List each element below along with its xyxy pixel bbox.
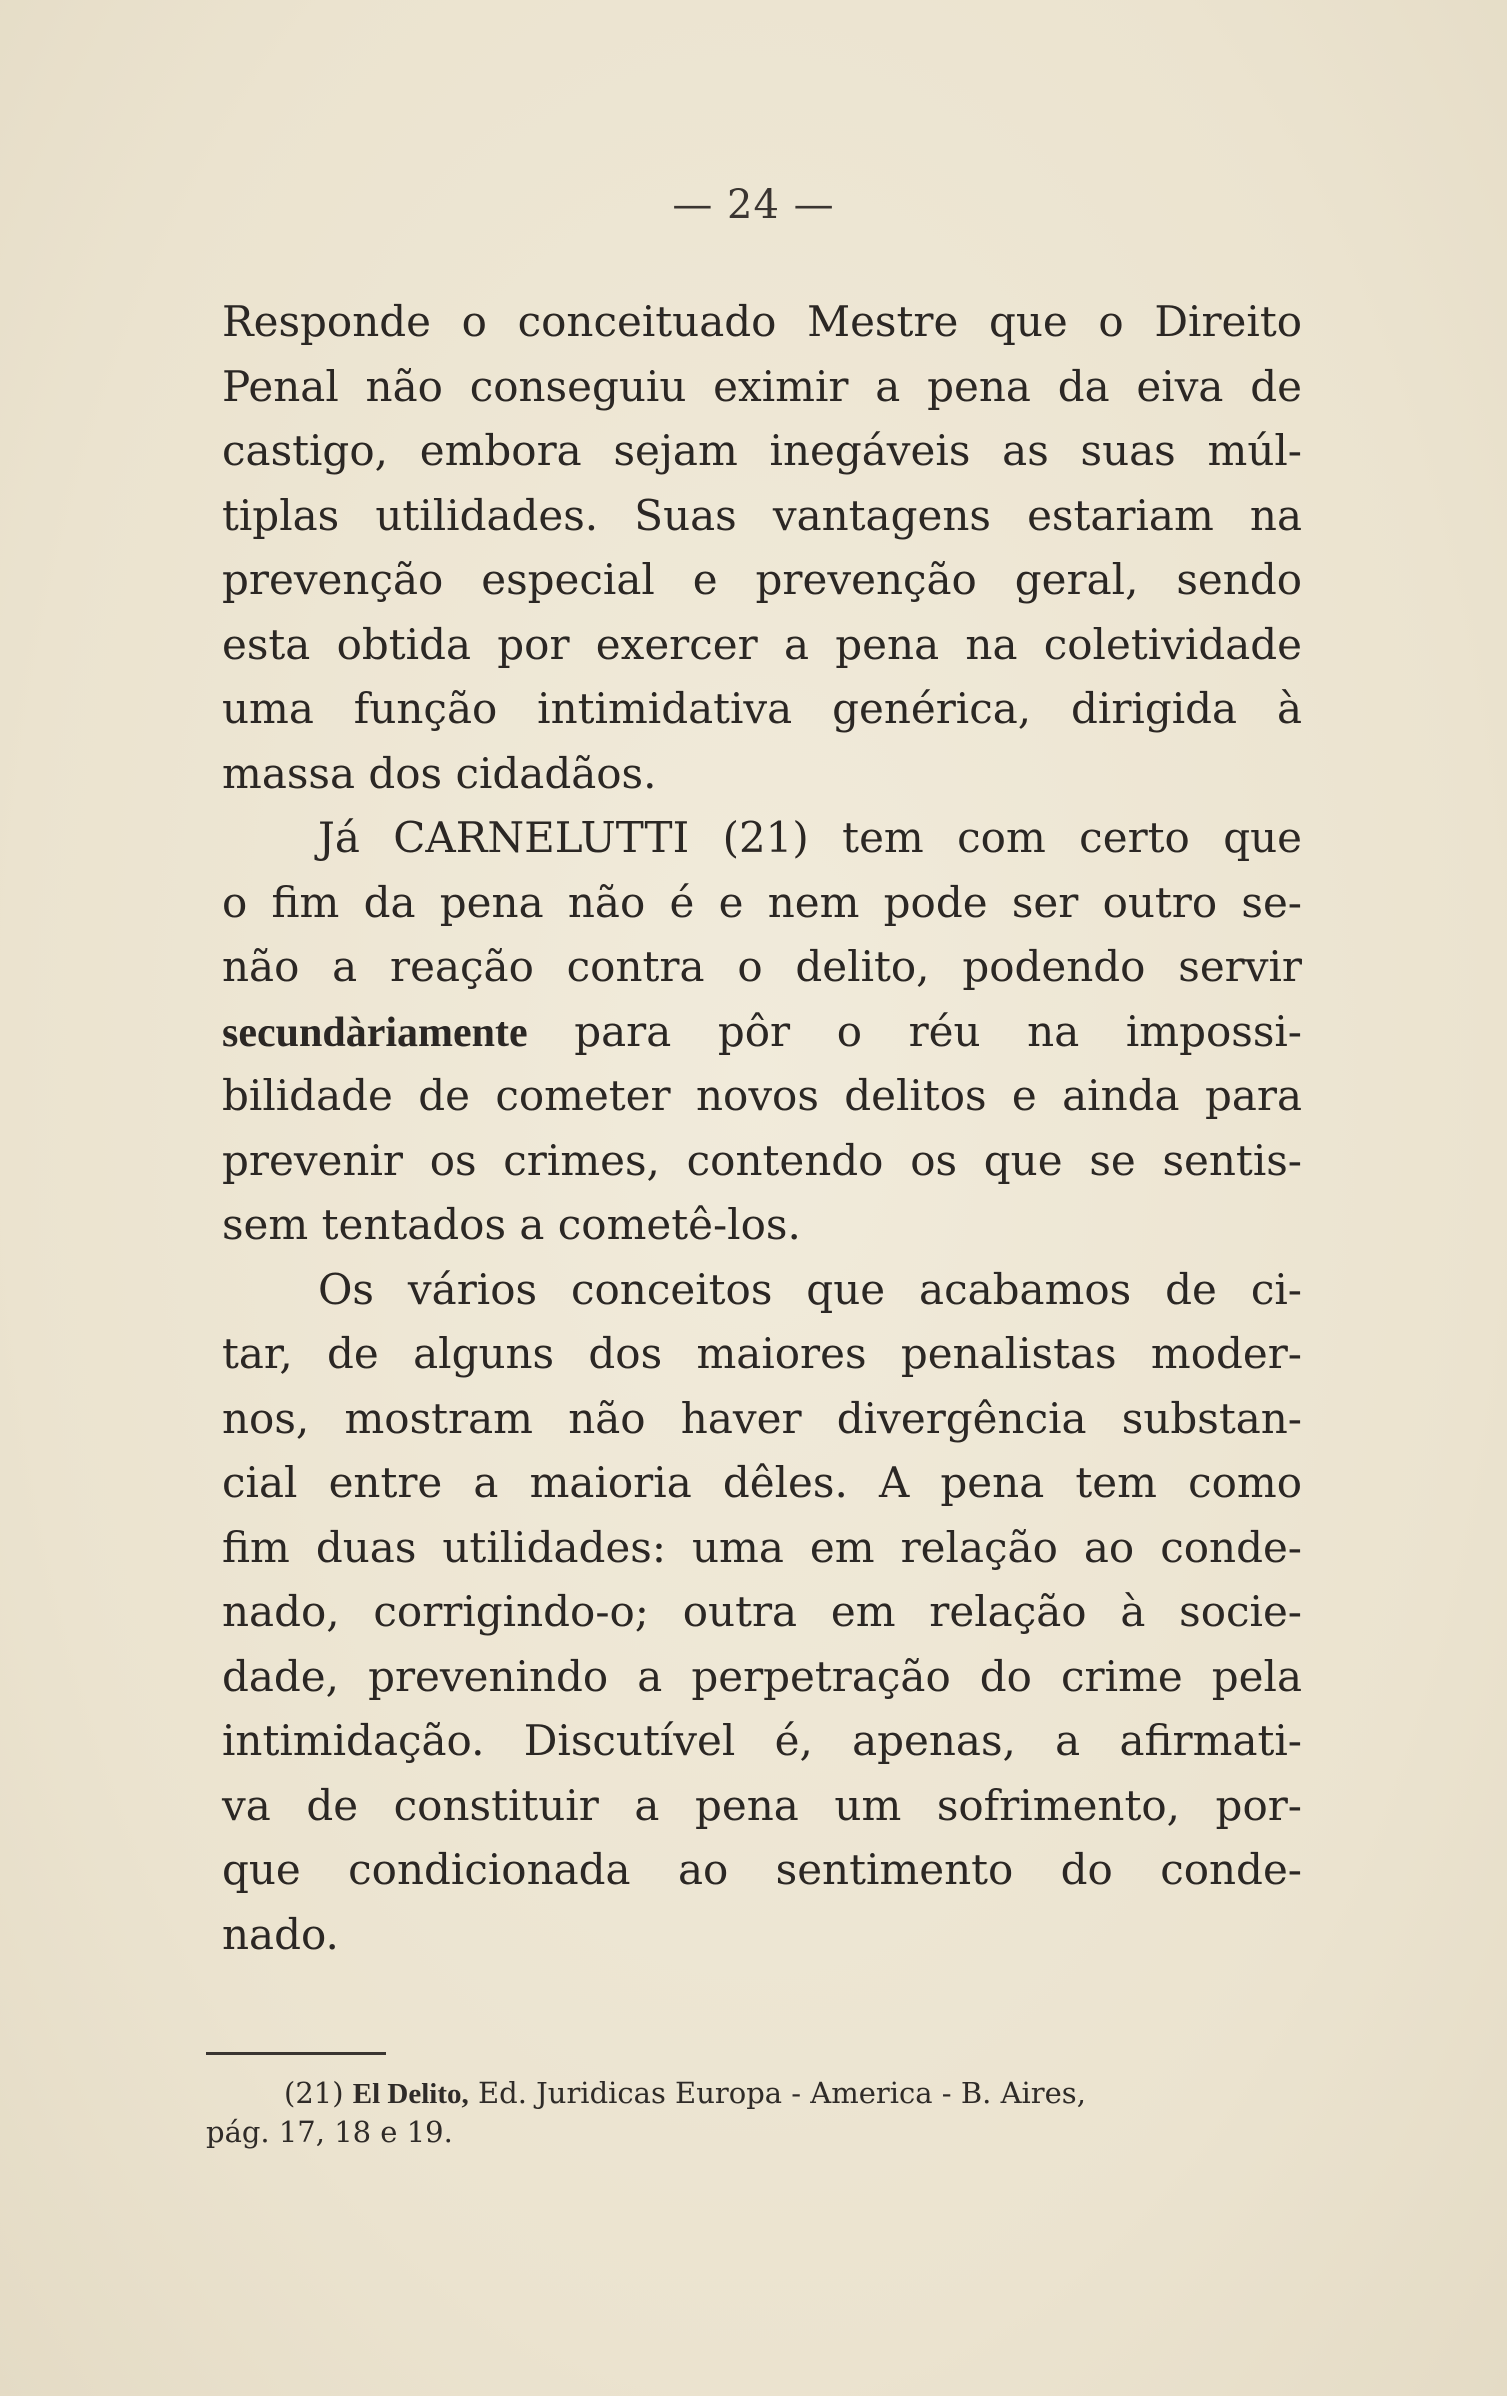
footnote-title: El Delito,: [352, 2078, 469, 2110]
paragraph-1-line-7: uma função intimidativa genérica, dirigida à: [222, 684, 1302, 733]
paragraph-1-line-2: Penal não conseguiu eximir a pena da eiva de: [222, 361, 1302, 411]
paragraph-1-line-5: prevenção especial e prevenção geral, sendo: [222, 555, 1302, 604]
emphasized-word: secundàriamente: [222, 1009, 528, 1056]
body-text: [222, 290, 1302, 1967]
footnote-line-2: pág. 17, 18 e 19.: [206, 2115, 453, 2149]
footnote-citation: Ed. Juridicas Europa - America - B. Aires,: [468, 2076, 1086, 2110]
footnote-divider: [206, 2052, 386, 2055]
paragraph-2-line-2: o fim da pena não é e nem pode ser outro se-: [222, 877, 1302, 927]
paragraph-3-line-2: tar, de alguns dos maiores penalistas moder-: [222, 1329, 1302, 1378]
paragraph-2-line-4: [222, 1000, 1302, 1065]
paragraph-2-line-5: bilidade de cometer novos delitos e ainda para: [222, 1071, 1302, 1120]
paragraph-2-line-7: sem tentados a cometê-los.: [222, 1200, 801, 1249]
paragraph-1-line-4: tiplas utilidades. Suas vantagens estariam na: [222, 490, 1302, 540]
paragraph-3-line-3: nos, mostram não haver divergência substan-: [222, 1393, 1302, 1443]
paragraph-2-line-1: Já CARNELUTTI (21) tem com certo que: [318, 813, 1302, 862]
paragraph-1-line-8: massa dos cidadãos.: [222, 748, 657, 798]
paragraph-1-line-6: esta obtida por exercer a pena na coletividade: [222, 619, 1302, 669]
paragraph-3-line-9: va de constituir a pena um sofrimento, por-: [222, 1780, 1302, 1830]
paragraph-2-line-6: prevenir os crimes, contendo os que se sentis-: [222, 1135, 1302, 1185]
paragraph-2-line-4-rest: para pôr o réu na impossi-: [527, 1006, 1302, 1056]
paragraph-3-line-7: dade, prevenindo a perpetração do crime pela: [222, 1651, 1302, 1701]
paragraph-3-line-5: fim duas utilidades: uma em relação ao conde-: [222, 1522, 1302, 1572]
paragraph-3-line-8: intimidação. Discutível é, apenas, a afirmati-: [222, 1716, 1302, 1765]
paragraph-3-line-6: nado, corrigindo-o; outra em relação à socie-: [222, 1587, 1302, 1636]
paragraph-3-line-11: nado.: [222, 1909, 339, 1959]
paragraph-1-line-1: Responde o conceituado Mestre que o Direito: [222, 297, 1302, 346]
page-number: — 24 —: [672, 182, 835, 228]
paragraph-3-line-10: que condicionada ao sentimento do conde-: [222, 1845, 1302, 1894]
paragraph-3-line-4: cial entre a maioria dêles. A pena tem como: [222, 1458, 1302, 1507]
paragraph-1-line-3: castigo, embora sejam inegáveis as suas múl-: [222, 426, 1302, 475]
footnote: [206, 2074, 1286, 2151]
footnote-marker: (21): [284, 2076, 344, 2110]
footnote-line-1: [206, 2074, 1286, 2113]
paragraph-2-line-3: não a reação contra o delito, podendo servir: [222, 942, 1302, 991]
paragraph-3-line-1: Os vários conceitos que acabamos de ci-: [318, 1264, 1302, 1314]
